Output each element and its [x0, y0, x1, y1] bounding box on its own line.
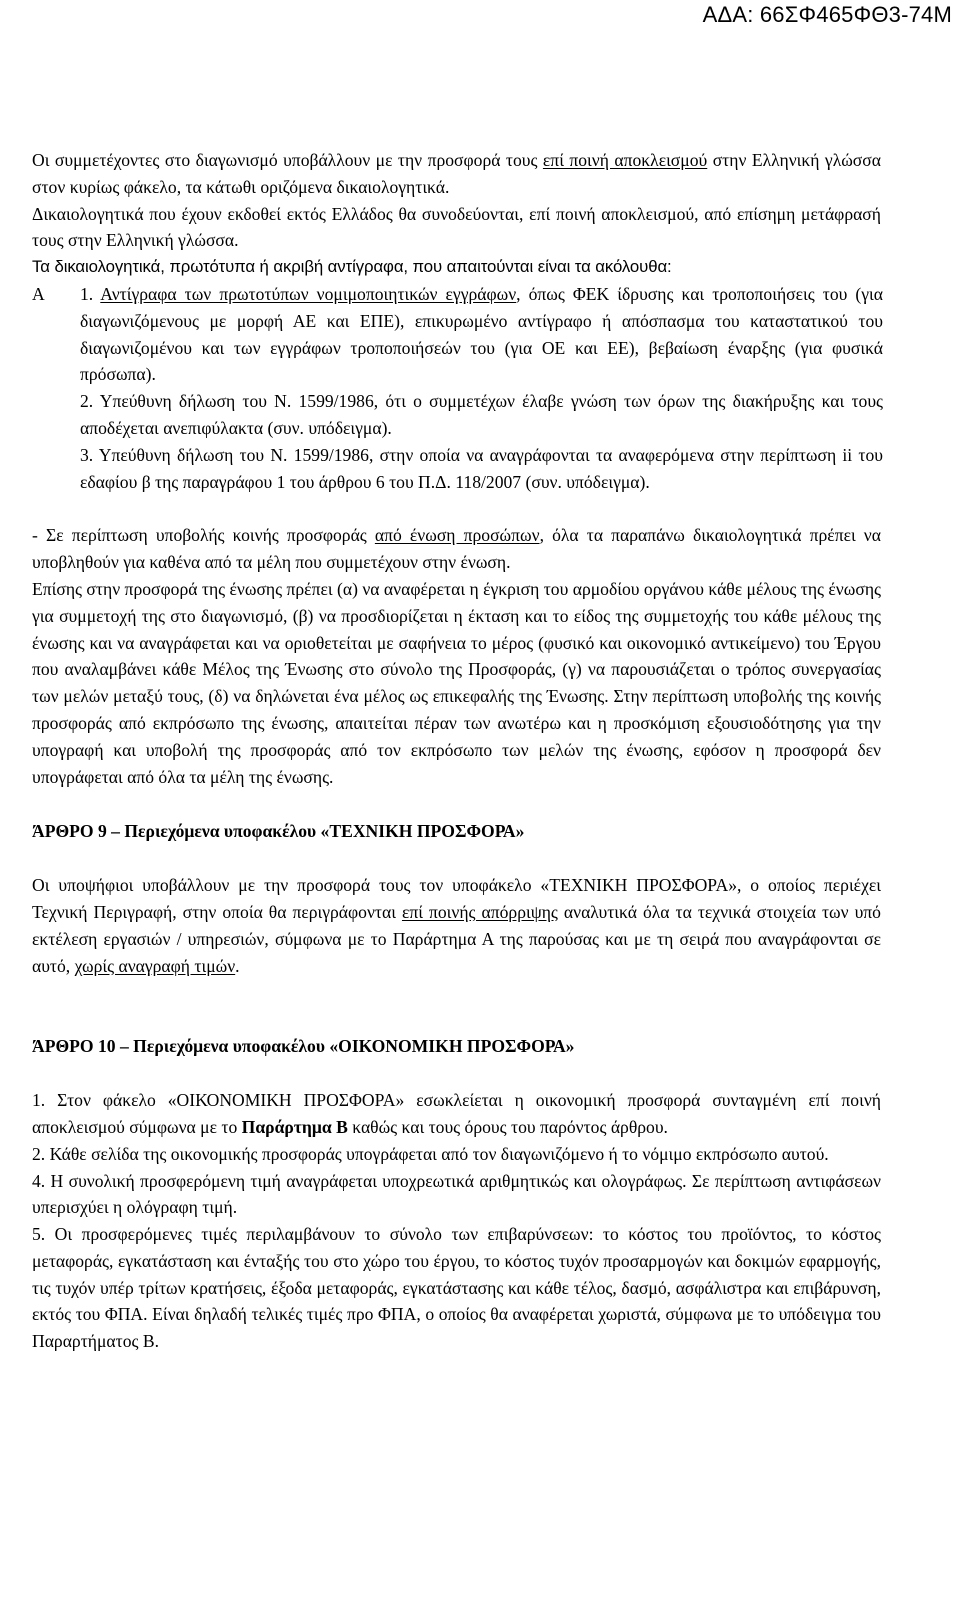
- document-body: [0, 147, 960, 1355]
- intro-paragraph-2: Δικαιολογητικά που έχουν εκδοθεί εκτός Ελλάδος θα συνοδεύονται, επί ποινή αποκλεισμού, από επίσημη μετάφρασή τους στην Ελληνική γλώσσα.: [32, 203, 881, 251]
- underlined-phrase: Αντίγραφα των πρωτοτύπων νομιμοποιητικών εγγράφων: [100, 283, 517, 304]
- intro-paragraph-3: Τα δικαιολογητικά, πρωτότυπα ή ακριβή αντίγραφα, που απαιτούνται είναι τα ακόλουθα:: [32, 257, 672, 277]
- article-text: Οι υποψήφιοι υποβάλλουν με την προσφορά τους τον υποφάκελο «ΤΕΧΝΙΚΗ ΠΡΟΣΦΟΡΑ», ο οποίος περιέχει Τεχνική Περιγραφή, στην οποία θα περιγράφονται: [32, 875, 881, 922]
- article-text: .: [235, 955, 240, 976]
- article-10-paragraph-4: 4. Η συνολική προσφερόμενη τιμή αναγράφεται υποχρεωτικά αριθμητικώς και ολογράφως. Σε περίπτωση αντιφάσεων υπερισχύει η ολόγραφη τιμή.: [32, 1170, 881, 1218]
- article-text: καθώς και τους όρους του παρόντος άρθρου.: [347, 1116, 668, 1137]
- article-9-title: ΆΡΘΡΟ 9 – Περιεχόμενα υποφακέλου «ΤΕΧΝΙΚΗ ΠΡΟΣΦΟΡΑ»: [32, 821, 525, 842]
- list-number: 1.: [80, 283, 94, 304]
- article-text: αναλυτικά όλα τα τεχνικά στοιχεία των υπό εκτέλεση εργασιών / υπηρεσιών, σύμφωνα με το Παράρτημα Α της παρούσας και με τη σειρά που αναγράφονται σε αυτό,: [32, 901, 881, 976]
- joint-text: - Σε περίπτωση υποβολής κοινής προσφοράς: [32, 525, 375, 546]
- joint-paragraph-1: [32, 522, 881, 576]
- article-10-title: ΆΡΘΡΟ 10 – Περιεχόμενα υποφακέλου «ΟΙΚΟΝΟΜΙΚΗ ΠΡΟΣΦΟΡΑ»: [32, 1036, 575, 1057]
- intro-text: στην Ελληνική γλώσσα στον κυρίως φάκελο, τα κάτωθι οριζόμενα δικαιολογητικά.: [32, 150, 881, 197]
- bold-phrase: Παράρτημα Β: [241, 1116, 348, 1137]
- ada-code: ΑΔΑ: 66ΣΦ465ΦΘ3-74Μ: [702, 2, 952, 27]
- underlined-phrase: χωρίς αναγραφή τιμών: [74, 955, 236, 976]
- list-item-1: [32, 281, 883, 388]
- underlined-phrase: από ένωση προσώπων: [374, 525, 540, 546]
- intro-paragraph-1: [32, 147, 881, 201]
- article-10-paragraph-2: 2. Κάθε σελίδα της οικονομικής προσφοράς υπογράφεται από τον διαγωνιζόμενο ή το νόμιμο εκπρόσωπο αυτού.: [32, 1143, 829, 1164]
- list-text: , όπως ΦΕΚ ίδρυσης και τροποποιήσεις του (για διαγωνιζόμενους με μορφή ΑΕ και ΕΠΕ), επικυρωμένο αντίγραφο ή απόσπασμα του καταστατικού του διαγωνιζομένου και των εγγράφων τροποποιήσεών του (για ΟΕ και ΕΕ), βεβαίωση έναρξης (για φυσικά πρόσωπα).: [80, 283, 883, 385]
- article-text: 1. Στον φάκελο «ΟΙΚΟΝΟΜΙΚΗ ΠΡΟΣΦΟΡΑ» εσωκλείεται η οικονομική προσφορά συνταγμένη επί ποινή αποκλεισμού σύμφωνα με το: [32, 1090, 881, 1137]
- joint-text: , όλα τα παραπάνω δικαιολογητικά πρέπει να υποβληθούν για καθένα από τα μέλη που συμμετέχουν στην ένωση.: [32, 525, 881, 573]
- list-item-2: 2. Υπεύθυνη δήλωση του Ν. 1599/1986, ότι ο συμμετέχων έλαβε γνώση των όρων της διακήρυξης και τους αποδέχεται ανεπιφύλακτα (συν. υπόδειγμα).: [80, 391, 883, 438]
- list-item-3: 3. Υπεύθυνη δήλωση του Ν. 1599/1986, στην οποία να αναγράφονται τα αναφερόμενα στην περίπτωση ii του εδαφίου β της παραγράφου 1 του άρθρου 6 του Π.Δ. 118/2007 (συν. υπόδειγμα).: [80, 444, 883, 492]
- article-10-paragraph-5: 5. Οι προσφερόμενες τιμές περιλαμβάνουν το σύνολο των επιβαρύνσεων: το κόστος του προϊόντος, το κόστος μεταφοράς, εγκατάσταση και ένταξής του στο χώρο του έργου, το κόστος τυχόν προσαρμογών και δοκιμών εφαρμογής, τις τυχόν υπέρ τρίτων κρατήσεις, έξοδα μεταφοράς, εγκατάστασης και κάθε τέλος, δασμό, ασφάλιστρα και επιβάρυνση, εκτός του ΦΠΑ. Είναι δηλαδή τελικές τιμές προ ΦΠΑ, ο οποίος θα αναφέρεται χωριστά, σύμφωνα με το υπόδειγμα του Παραρτήματος Β.: [32, 1224, 881, 1352]
- joint-paragraph-2: Επίσης στην προσφορά της ένωσης πρέπει (α) να αναφέρεται η έγκριση του αρμοδίου οργάνου κάθε μέλους της ένωσης για συμμετοχή της στο διαγωνισμό, (β) να προσδιορίζεται η έκταση και το είδος της συμμετοχής του κάθε μέλους της ένωσης και να αναγράφεται και να οριοθετείται με σαφήνεια το μέρος (φυσικό και οικονομικό αντικείμενο) του Έργου που αναλαμβάνει κάθε Μέλος της Ένωσης στο σύνολο της Προσφοράς, (γ) να παρουσιάζεται ο τρόπος συνεργασίας των μελών μεταξύ τους, (δ) να δηλώνεται ένα μέλος ως επικεφαλής της Ένωσης. Στην περίπτωση υποβολής της κοινής προσφοράς από εκπρόσωπο της ένωσης, απαιτείται πέραν των ανωτέρω και η προσκόμιση εξουσιοδότησης για την υπογραφή και υποβολή της προσφοράς από τον εκπρόσωπο των μελών της ένωσης, εφόσον η προσφορά δεν υπογράφεται από όλα τα μέλη της ένωσης.: [32, 578, 881, 787]
- article-9-paragraph: [32, 872, 881, 979]
- underlined-phrase: επί ποινή αποκλεισμού: [542, 150, 708, 170]
- underlined-phrase: επί ποινής απόρριψης: [401, 901, 558, 922]
- article-10-paragraph-1: [32, 1087, 881, 1141]
- list-lead: Α: [32, 283, 45, 304]
- intro-text: Οι συμμετέχοντες στο διαγωνισμό υποβάλλουν με την προσφορά τους: [32, 150, 543, 170]
